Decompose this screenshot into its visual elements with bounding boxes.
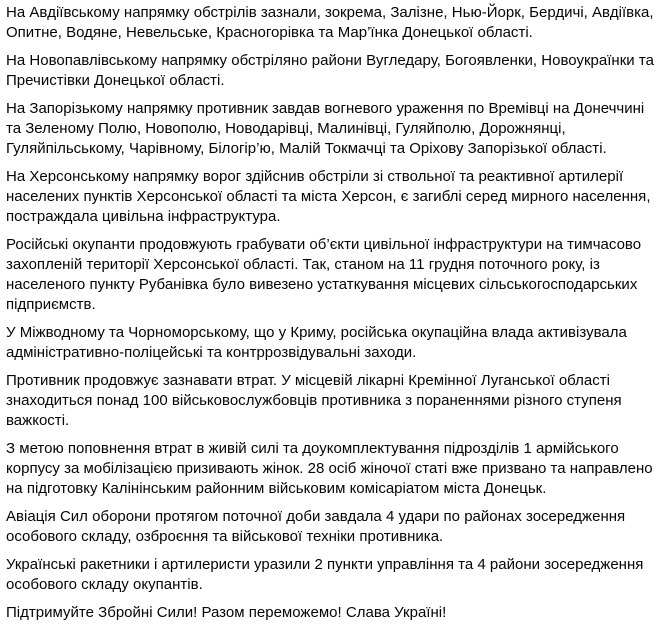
paragraph-looting: Російські окупанти продовжують грабувати об’єкти цивільної інфраструктури на тимчасово захопленій території Херсонської області. Так, станом на 11 грудня поточного року, із населеного пункту Рубанівка було вивезено устаткування місцевих сільськогосподарських підприємств. [6, 236, 642, 313]
paragraph-crimea: У Міжводному та Чорноморському, що у Криму, російська окупаційна влада активізувала адміністративно-поліцейські та контррозвідувальні заходи. [6, 324, 627, 361]
paragraph-artillery: Українські ракетники і артилеристи уразили 2 пункти управління та 4 райони зосередження особового складу окупантів. [6, 556, 644, 593]
paragraph-novopavlivka: На Новопавлівському напрямку обстріляно райони Вугледару, Богоявленки, Новоукраїнки та Пречистівки Донецької області. [6, 52, 654, 89]
paragraph-losses: Противник продовжує зазнавати втрат. У місцевій лікарні Кремінної Луганської області знаходиться понад 100 військовослужбовців противника з пораненнями різного ступеня важкості. [6, 372, 622, 429]
paragraph-kherson: На Херсонському напрямку ворог здійснив обстріли зі ствольної та реактивної артилерії населених пунктів Херсонської області та міста Херсон, є загиблі серед мирного населення, постраждала цивільна інфраструктура. [6, 168, 651, 225]
paragraph-zaporizhzhia: На Запорізькому напрямку противник завдав вогневого ураження по Времівці на Донеччині та Зеленому Полю, Новополю, Новодарівці, Малинівці, Гуляйполю, Дорожнянці, Гуляйпільському, Чарівному, Білогір’ю, Малій Токмачці та Оріхову Запорізької області. [6, 100, 645, 157]
paragraph-mobilization: З метою поповнення втрат в живій силі та доукомплектування підрозділів 1 армійського корпусу за мобілізацією призивають жінок. 28 осіб жіночої статі вже призвано та направлено на підготовку Калінінським районним військовим комісаріатом міста Донецьк. [6, 440, 653, 497]
paragraph-closing: Підтримуйте Збройні Сили! Разом переможемо! Слава Україні! [6, 604, 447, 621]
paragraph-aviation: Авіація Сил оборони протягом поточної доби завдала 4 удари по районах зосередження особового складу, озброєння та військової техніки противника. [6, 508, 626, 545]
paragraph-avdiivka: На Авдіївському напрямку обстрілів зазнали, зокрема, Залізне, Нью-Йорк, Бердичі, Авдіївка, Опитне, Водяне, Невельське, Красногорівка та Мар’їнка Донецької області. [6, 4, 654, 41]
